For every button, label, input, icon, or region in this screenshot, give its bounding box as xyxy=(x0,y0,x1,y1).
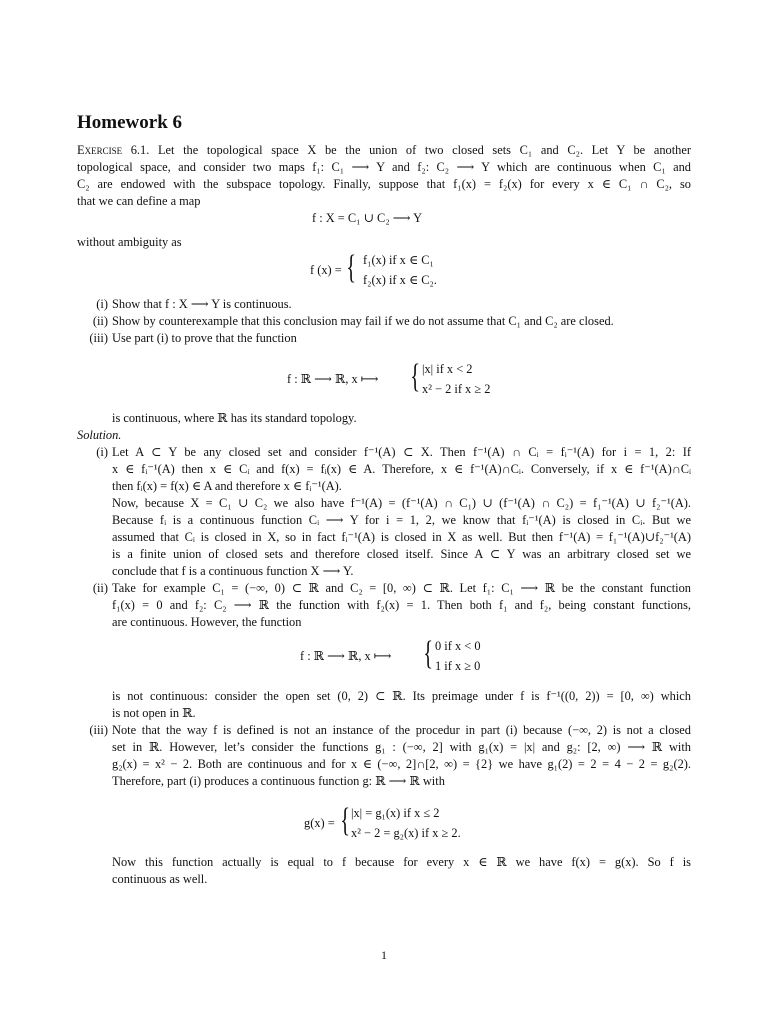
brace-4: { xyxy=(340,802,351,839)
equation-ii-case-2: 1 if x ≥ 0 xyxy=(435,659,481,673)
solution-i-line: x ∈ fᵢ⁻¹(A) then x ∈ Cᵢ and f(x) = fᵢ(x) ∈ A. Therefore, x ∈ f⁻¹(A)∩Cᵢ. Conversely, if x ∈ f⁻¹(A)∩Cᵢ xyxy=(112,462,691,476)
equation-def-case-1: f₁(x) if x ∈ C₁ xyxy=(363,253,434,267)
solution-iii-after: Now this function actually is equal to f because for every x ∈ ℝ we have f(x) = g(x). So f is xyxy=(112,855,691,869)
solution-iii-line: Note that the way f is defined is not an instance of the procedur in part (i) because (−∞, 2) is not a closed xyxy=(112,723,691,737)
solution-ii-after: is not open in ℝ. xyxy=(112,706,196,720)
equation-def-case-2: f₂(x) if x ∈ C₂. xyxy=(363,273,437,287)
equation-ii-case-1: 0 if x < 0 xyxy=(435,639,481,653)
solution-ii-after: is not continuous: consider the open set (0, 2) ⊂ ℝ. Its preimage under f is f⁻¹((0, 2)) = [0, ∞) which xyxy=(112,689,691,703)
exercise-line-4: that we can define a map xyxy=(77,194,201,208)
solution-iii-number: (iii) xyxy=(89,723,108,737)
solution-iii-line: Therefore, part (i) produces a continuous function g: ℝ ⟶ ℝ with xyxy=(112,774,445,788)
solution-iii-line: g₂(x) = x² − 2. Both are continuous and for x ∈ (−∞, 2]∩[2, ∞) = {2} we have g₁(2) = 2 = 4 − 2 = g₂(2). xyxy=(112,757,691,771)
solution-iii-line: set in ℝ. However, let’s consider the functions g₁ : (−∞, 2] with g₁(x) = |x| and g₂: [2, ∞) ⟶ ℝ with xyxy=(112,740,691,754)
page-title: Homework 6 xyxy=(77,112,183,133)
solution-i-line: Because fᵢ is a continuous function Cᵢ ⟶ Y for i = 1, 2, we know that fᵢ⁻¹(A) is closed in Cᵢ. But we xyxy=(112,513,691,527)
solution-i-number: (i) xyxy=(96,445,108,459)
without-ambiguity: without ambiguity as xyxy=(77,235,182,249)
item-i-number: (i) xyxy=(96,297,108,311)
item-iii-number: (iii) xyxy=(89,331,108,345)
equation-ii-lhs: f : ℝ ⟶ ℝ, x ⟼ xyxy=(300,649,392,663)
equation-iii-case-1: |x| = g₁(x) if x ≤ 2 xyxy=(351,806,440,820)
equation-fn-case-2: x² − 2 if x ≥ 2 xyxy=(422,382,491,396)
solution-i-line: is a finite union of closed sets and therefore closed itself. Since A ⊂ Y was an arbitrary closed set we xyxy=(112,547,691,561)
brace-2: { xyxy=(410,358,421,395)
solution-i-line: Let A ⊂ Y be any closed set and consider f⁻¹(A) ⊂ X. Then f⁻¹(A) ∩ Cᵢ = fᵢ⁻¹(A) for i = 1, 2: If xyxy=(112,445,691,459)
item-iii-text: Use part (i) to prove that the function xyxy=(112,331,297,345)
solution-ii-line: Take for example C₁ = (−∞, 0) ⊂ ℝ and C₂ = [0, ∞) ⊂ ℝ. Let f₁: C₁ ⟶ ℝ be the constant function xyxy=(112,581,691,595)
equation-fn-case-1: |x| if x < 2 xyxy=(422,362,473,376)
exercise-text: Let the topological space X be the union of two closed sets C₁ and C₂. Let Y be another xyxy=(157,143,691,157)
page-number: 1 xyxy=(381,948,387,962)
equation-iii-case-2: x² − 2 = g₂(x) if x ≥ 2. xyxy=(351,826,461,840)
exercise-label: Exercise 6.1. xyxy=(77,143,150,157)
exercise-line-1 xyxy=(77,142,691,159)
exercise-line-3: C₂ are endowed with the subspace topology. Finally, suppose that f₁(x) = f₂(x) for every x ∈ C₁ ∩ C₂, so xyxy=(77,177,691,191)
equation-iii-lhs: g(x) = xyxy=(304,816,335,830)
equation-fn-lhs: f : ℝ ⟶ ℝ, x ⟼ xyxy=(287,372,379,386)
solution-ii-line: are continuous. However, the function xyxy=(112,615,302,629)
equation-def-lhs: f (x) = xyxy=(310,263,342,277)
solution-ii-line: f₁(x) = 0 and f₂: C₂ ⟶ ℝ the function with f₂(x) = 1. Then both f₁ and f₂, being constant functions, xyxy=(112,598,691,612)
solution-i-line: conclude that f is a continuous function X ⟶ Y. xyxy=(112,564,354,578)
exercise-conclusion: is continuous, where ℝ has its standard topology. xyxy=(112,411,357,425)
equation-map: f : X = C₁ ∪ C₂ ⟶ Y xyxy=(312,211,423,225)
item-ii-text: Show by counterexample that this conclusion may fail if we do not assume that C₁ and C₂ are closed. xyxy=(112,314,614,328)
item-ii-number: (ii) xyxy=(92,314,108,328)
solution-ii-number: (ii) xyxy=(92,581,108,595)
solution-i-line: Now, because X = C₁ ∪ C₂ we also have f⁻¹(A) = (f⁻¹(A) ∩ C₁) ∪ (f⁻¹(A) ∩ C₂) = f₁⁻¹(A) ∪ f₂⁻¹(A). xyxy=(112,496,691,510)
solution-i-line: assumed that Cᵢ is closed in X, so in fact fᵢ⁻¹(A) is closed in X as well. But then f⁻¹(A) = f₁⁻¹(A)∪f₂⁻¹(A) xyxy=(112,530,691,544)
solution-iii-after: continuous as well. xyxy=(112,872,208,886)
solution-label: Solution. xyxy=(77,428,122,442)
solution-i-line: then fᵢ(x) = f(x) ∈ A and therefore x ∈ fᵢ⁻¹(A). xyxy=(112,479,342,493)
exercise-line-2: topological space, and consider two maps f₁: C₁ ⟶ Y and f₂: C₂ ⟶ Y which are continuous when C₁ and xyxy=(77,160,691,174)
brace-3: { xyxy=(423,635,434,672)
item-i-text: Show that f : X ⟶ Y is continuous. xyxy=(112,297,292,311)
brace-1: { xyxy=(346,249,357,286)
